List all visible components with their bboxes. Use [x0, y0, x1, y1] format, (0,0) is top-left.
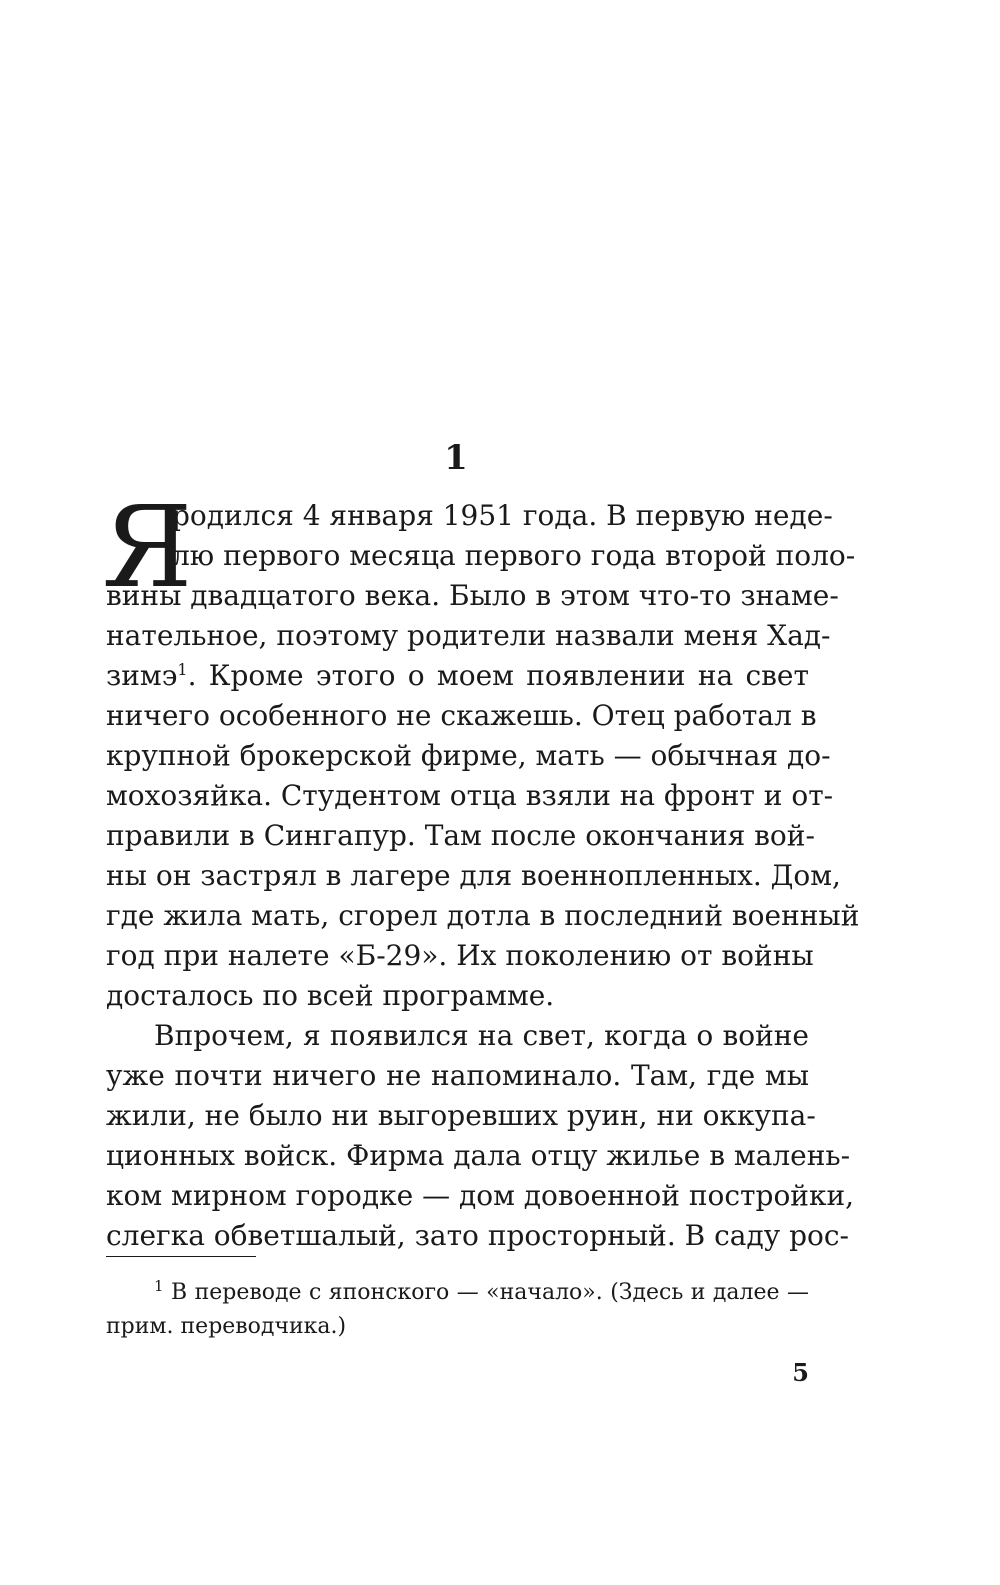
- text-line: лю первого месяца первого года второй поло-: [172, 539, 856, 572]
- text-line: ничего особенного не скажешь. Отец работал в: [106, 699, 817, 732]
- footnote-divider: [106, 1256, 256, 1257]
- text-line: крупной брокерской фирме, мать — обычная до-: [106, 739, 831, 772]
- text-line: год при налете «Б-29». Их поколению от войны: [106, 939, 814, 972]
- text-fragment: . Кроме этого о моем появлении на свет: [187, 659, 809, 692]
- text-line: где жила мать, сгорел дотла в последний военный: [106, 899, 860, 932]
- text-fragment: зимэ: [106, 659, 178, 692]
- footnote-marker: 1: [154, 1277, 164, 1295]
- text-line: досталось по всей программе.: [106, 979, 555, 1012]
- text-line: Впрочем, я появился на свет, когда о войне: [154, 1019, 809, 1052]
- footnote-line: [154, 1276, 809, 1310]
- text-line: ны он застрял в лагере для военнопленных. Дом,: [106, 859, 841, 892]
- text-line: нательное, поэтому родители назвали меня Хад-: [106, 619, 831, 652]
- text-line: слегка обветшалый, зато просторный. В саду рос-: [106, 1219, 850, 1252]
- footnote-text: В переводе с японского — «начало». (Здесь и далее —: [170, 1280, 809, 1305]
- text-line: жили, не было ни выгоревших руин, ни оккупа-: [106, 1099, 816, 1132]
- text-line: ционных войск. Фирма дала отцу жилье в малень-: [106, 1139, 851, 1172]
- text-line: уже почти ничего не напоминало. Там, где мы: [106, 1059, 809, 1092]
- footnote-line: прим. переводчика.): [106, 1314, 347, 1339]
- text-line: правили в Сингапур. Там после окончания вой-: [106, 819, 815, 852]
- text-line: [106, 656, 809, 696]
- page-number: 5: [792, 1358, 809, 1387]
- drop-cap: Я: [102, 483, 193, 613]
- footnote-ref: 1: [177, 660, 188, 679]
- text-line: мохозяйка. Студентом отца взяли на фронт и от-: [106, 779, 834, 812]
- text-line: ком мирном городке — дом довоенной постройки,: [106, 1179, 855, 1212]
- text-line: родился 4 января 1951 года. В первую неде-: [172, 499, 833, 532]
- text-line: вины двадцатого века. Было в этом что-то знаме-: [106, 579, 839, 612]
- chapter-number: 1: [444, 438, 468, 478]
